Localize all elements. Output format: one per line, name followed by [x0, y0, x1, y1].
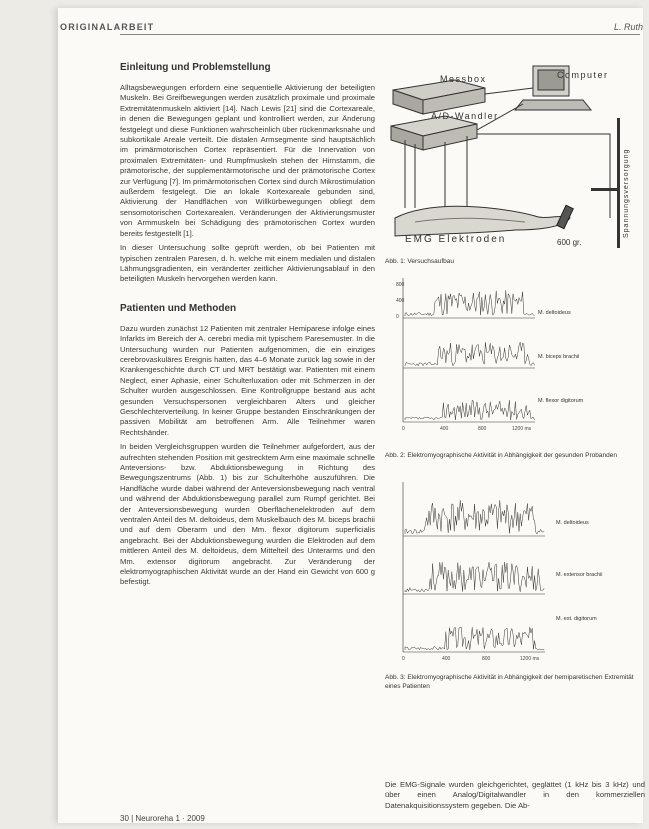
fig2-ytick-1: 800	[396, 282, 405, 288]
fig2-trace-label-3: M. flexor digitorum	[538, 398, 584, 404]
fig2-xtick-3: 800	[478, 426, 487, 432]
fig3-xtick-2: 400	[442, 656, 451, 662]
fig2-ytick-2: 400	[396, 298, 405, 304]
fig2-xtick-1: 0	[402, 426, 405, 432]
setup-illustration	[385, 58, 647, 258]
author-running: L. Ruth	[613, 22, 643, 32]
intro-heading: Einleitung und Problemstellung	[120, 62, 271, 73]
figure-3-emg-plot	[385, 476, 647, 666]
page-footer: 30 | Neuroreha 1 · 2009	[120, 814, 205, 823]
journal-section: ORIGINALARBEIT	[60, 22, 155, 32]
header-rule	[120, 34, 640, 35]
fig3-trace-label-2: M. extensor brachii	[556, 572, 603, 578]
fig3-trace-label-1: M. deltoideus	[556, 520, 589, 526]
running-head	[60, 14, 643, 44]
right-paragraph: Die EMG-Signale wurden gleichgerichtet, geglättet (1 kHz bis 3 kHz) und über einen Analog/Digitalwandler in den kommerziellen Datenakquisitionssystem gegeben. Die Ab-	[385, 780, 645, 810]
fig3-xtick-4: 1200 ms	[520, 656, 540, 662]
figure-2-caption: Abb. 2: Elektromyographische Aktivität in Abhängigkeit der gesunden Probanden	[385, 452, 617, 459]
right-column-text	[385, 780, 645, 815]
methods-paragraph-1: Dazu wurden zunächst 12 Patienten mit zentraler Hemiparese infolge eines Infarkts im Bereich der A. cerebri media mit typischem Paresemuster. In die Untersuchung wurden nur Patienten aufgenommen, die ein einziges cerebrovaskuläres Ereignis hatten, das 4–6 Monate zurück lag sowie in der Krankengeschichte durch CT und MRT bestätigt war. Patienten mit einem Neglect, einer Aphasie, einer Schulterluxation oder mit Schmerzen in der Schulter wurden ausgeschlossen. Eine Kontrollgruppe bestand aus acht gesunden Versuchspersonen vergleichbaren Alters und gleicher Geschlechterverteilung. In keiner Gruppe bestanden Einschränkungen der passiven Mobilität am betroffenen Arm. Alle Teilnehmer waren Rechtshänder.	[120, 323, 375, 437]
fig2-xtick-4: 1200 ms	[512, 426, 532, 432]
label-emg-electrodes: EMG Elektroden	[405, 234, 507, 245]
figure-3-caption: Abb. 3: Elektromyographische Aktivität in Abhängigkeit der hemiparetischen Extremität eines Patienten	[385, 674, 634, 690]
intro-paragraph-2: In dieser Untersuchung sollte geprüft werden, ob bei Patienten mit typischen zentralen Paresen, d. h. welche mit einem medialen und distalen Lähmungsgradienten, ein veränderter zeitlicher Aktivierungsablauf in den beteiligten Muskeln hervorgehen werden kann.	[120, 243, 375, 284]
trace-biceps-healthy	[405, 342, 535, 366]
label-power-supply: Spannungsversorgung	[623, 148, 630, 238]
trace-ext-digitorum-patient	[405, 627, 544, 650]
trace-deltoideus-patient	[405, 500, 544, 534]
label-weight: 600 gr.	[557, 238, 582, 247]
fig3-trace-label-3: M. ext. digitorum	[556, 616, 597, 622]
fig2-trace-label-1: M. deltoideus	[538, 310, 571, 316]
intro-paragraph-1: Alltagsbewegungen erfordern eine sequentielle Aktivierung der beteiligten Muskeln. Bei Greifbewegungen werden zusätzlich proximale und proximale Extremitätenmuskeln aktiviert [14]. Nach Lewis [21] sind die Cortexareale, in denen die Bewegungen geplant und kontrolliert werden, zur Änderung festgelegt und diese Funktionen wahrscheinlich über rückenmarksnahe und subkortikale Areale verteilt. Die distalen Armsegmente sind hauptsächlich im primärmotorischen Cortex repräsentiert. Für die Innervation von proximalen Extremitäten- und Rumpfmuskeln stehen der Hirnstamm, die prämotorische, der supplementärmotorische und der prämotorische Cortex zur Verfügung [7]. Im primärmotorischen Cortex sind durch Mikrostimulation außerdem festgelegt. Die an lokale Kortexareale gebunden sind, Aktivierung der Handflächen von Willkürbewegungen obliegt dem sensomotorischen Cortexarealen. Veränderungen der Aktivierungsmuster von Armmuskeln bei Schädigung des prämotorischen Cortex wurden bereits festgestellt [1].	[120, 83, 375, 238]
fig3-xtick-3: 800	[482, 656, 491, 662]
fig2-ytick-3: 0	[396, 314, 399, 320]
label-computer: Computer	[557, 70, 609, 80]
figure-1-caption: Abb. 1: Versuchsaufbau	[385, 258, 455, 265]
fig2-xtick-2: 400	[440, 426, 449, 432]
trace-flexor-healthy	[405, 400, 535, 420]
label-messbox: Messbox	[440, 74, 487, 84]
figure-2-emg-plot	[385, 272, 647, 444]
label-ad-converter: A/D-Wandler	[431, 111, 499, 121]
trace-extensor-patient	[405, 562, 544, 592]
trace-deltoideus-healthy	[405, 290, 535, 316]
figure-1-setup	[385, 58, 647, 258]
methods-heading: Patienten und Methoden	[120, 302, 237, 314]
fig2-trace-label-2: M. biceps brachii	[538, 354, 580, 360]
left-column	[120, 62, 375, 592]
methods-paragraph-2: In beiden Vergleichsgruppen wurden die Teilnehmer aufgefordert, aus der aufrechten stehenden Position mit gestrecktem Arm eine maximale schnelle Anteversions- bzw. Abduktionsbewegung in Richtung des Bewegungszentrums (Abb. 1) bis zur Schulterhöhe auszuführen. Die Handfläche wurde dabei während der Anteversionsbewegung nach ventral und während der Abduktionsbewegung parallel zum Rumpf gerichtet. Bei der Anteversionsbewegung wurden Oberflächenelektroden auf dem ventralen Anteil des M. deltoideus, dem Muskelbauch des M. biceps brachii und auf dem Oberarm und den Mm. flexor digitorum superficialis angebracht. Bei der Abduktionsbewegung wurden die Elektroden auf dem mittleren Anteil des M. deltoideus, dem Mittelteil des Unterarms und den Mm. extensor digitorum angebracht. Zur Veränderung der elektromyographischen Aktivität wurde an der Hand ein Gewicht von 600 g befestigt.	[120, 442, 375, 587]
fig3-xtick-1: 0	[402, 656, 405, 662]
